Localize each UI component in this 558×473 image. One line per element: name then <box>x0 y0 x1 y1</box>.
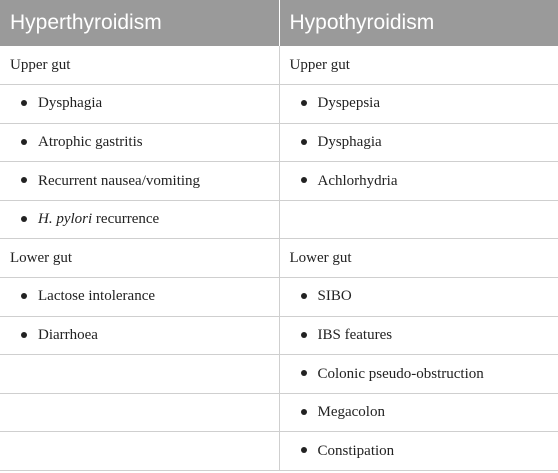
bullet-item-cell <box>279 278 558 317</box>
section-heading-cell <box>279 46 558 85</box>
bullet-item-cell <box>0 162 279 201</box>
bullet-icon <box>301 100 307 106</box>
bullet-icon <box>301 293 307 299</box>
column-header-hyperthyroidism: Hyperthyroidism <box>0 0 279 46</box>
table-row <box>0 123 558 162</box>
section-heading-cell <box>0 239 279 278</box>
section-heading-text: Lower gut <box>10 249 73 266</box>
bullet-item-text: Dysphagia <box>38 95 103 112</box>
bullet-item-cell <box>279 162 558 201</box>
bullet-item-cell <box>279 355 558 394</box>
bullet-item-text: Recurrent nausea/vomiting <box>38 172 201 189</box>
bullet-item-cell <box>0 123 279 162</box>
column-header-hypothyroidism: Hypothyroidism <box>279 0 558 46</box>
empty-cell <box>0 432 279 471</box>
empty-cell <box>0 355 279 394</box>
bullet-icon <box>301 332 307 338</box>
table-row <box>0 46 558 85</box>
bullet-item-cell <box>279 316 558 355</box>
section-heading-text: Upper gut <box>10 56 71 73</box>
bullet-icon <box>301 139 307 145</box>
bullet-icon <box>301 370 307 376</box>
bullet-icon <box>301 447 307 453</box>
table-row <box>0 278 558 317</box>
bullet-item-text: Dyspepsia <box>317 95 380 112</box>
bullet-item-text: Colonic pseudo-obstruction <box>317 365 484 382</box>
bullet-item-cell <box>279 85 558 124</box>
header-row <box>0 0 558 46</box>
bullet-item-cell <box>279 432 558 471</box>
bullet-item-text: IBS features <box>317 326 393 343</box>
bullet-item-cell <box>0 85 279 124</box>
table-row <box>0 355 558 394</box>
table-body <box>0 46 558 471</box>
bullet-icon <box>21 216 27 222</box>
bullet-item-text: SIBO <box>317 288 352 305</box>
bullet-icon <box>301 409 307 415</box>
bullet-item-text: Diarrhoea <box>38 326 98 343</box>
bullet-icon <box>21 332 27 338</box>
bullet-item-cell <box>0 278 279 317</box>
table-row <box>0 85 558 124</box>
table-row <box>0 162 558 201</box>
bullet-item-text: recurrence <box>92 211 160 228</box>
bullet-icon <box>21 177 27 183</box>
empty-cell <box>279 200 558 239</box>
bullet-item-cell <box>0 200 279 239</box>
bullet-item-text: Constipation <box>317 442 395 459</box>
bullet-item-cell <box>279 123 558 162</box>
bullet-item-cell <box>0 316 279 355</box>
section-heading-cell <box>279 239 558 278</box>
bullet-item-cell <box>279 393 558 432</box>
bullet-icon <box>21 293 27 299</box>
empty-cell <box>0 393 279 432</box>
section-heading-text: Lower gut <box>289 249 352 266</box>
table-row <box>0 316 558 355</box>
bullet-item-text: Achlorhydria <box>317 172 398 189</box>
section-heading-cell <box>0 46 279 85</box>
table-row <box>0 432 558 471</box>
bullet-icon <box>21 139 27 145</box>
bullet-item-text: Megacolon <box>317 404 385 421</box>
bullet-item-text: Atrophic gastritis <box>38 133 143 150</box>
bullet-icon <box>21 100 27 106</box>
table-row <box>0 393 558 432</box>
section-heading-text: Upper gut <box>289 56 350 73</box>
bullet-icon <box>301 177 307 183</box>
table-row <box>0 239 558 278</box>
bullet-item-text: Dysphagia <box>317 133 382 150</box>
bullet-item-text: Lactose intolerance <box>38 288 156 305</box>
bullet-item-italic-text: H. pylori <box>38 211 93 228</box>
table-row <box>0 200 558 239</box>
